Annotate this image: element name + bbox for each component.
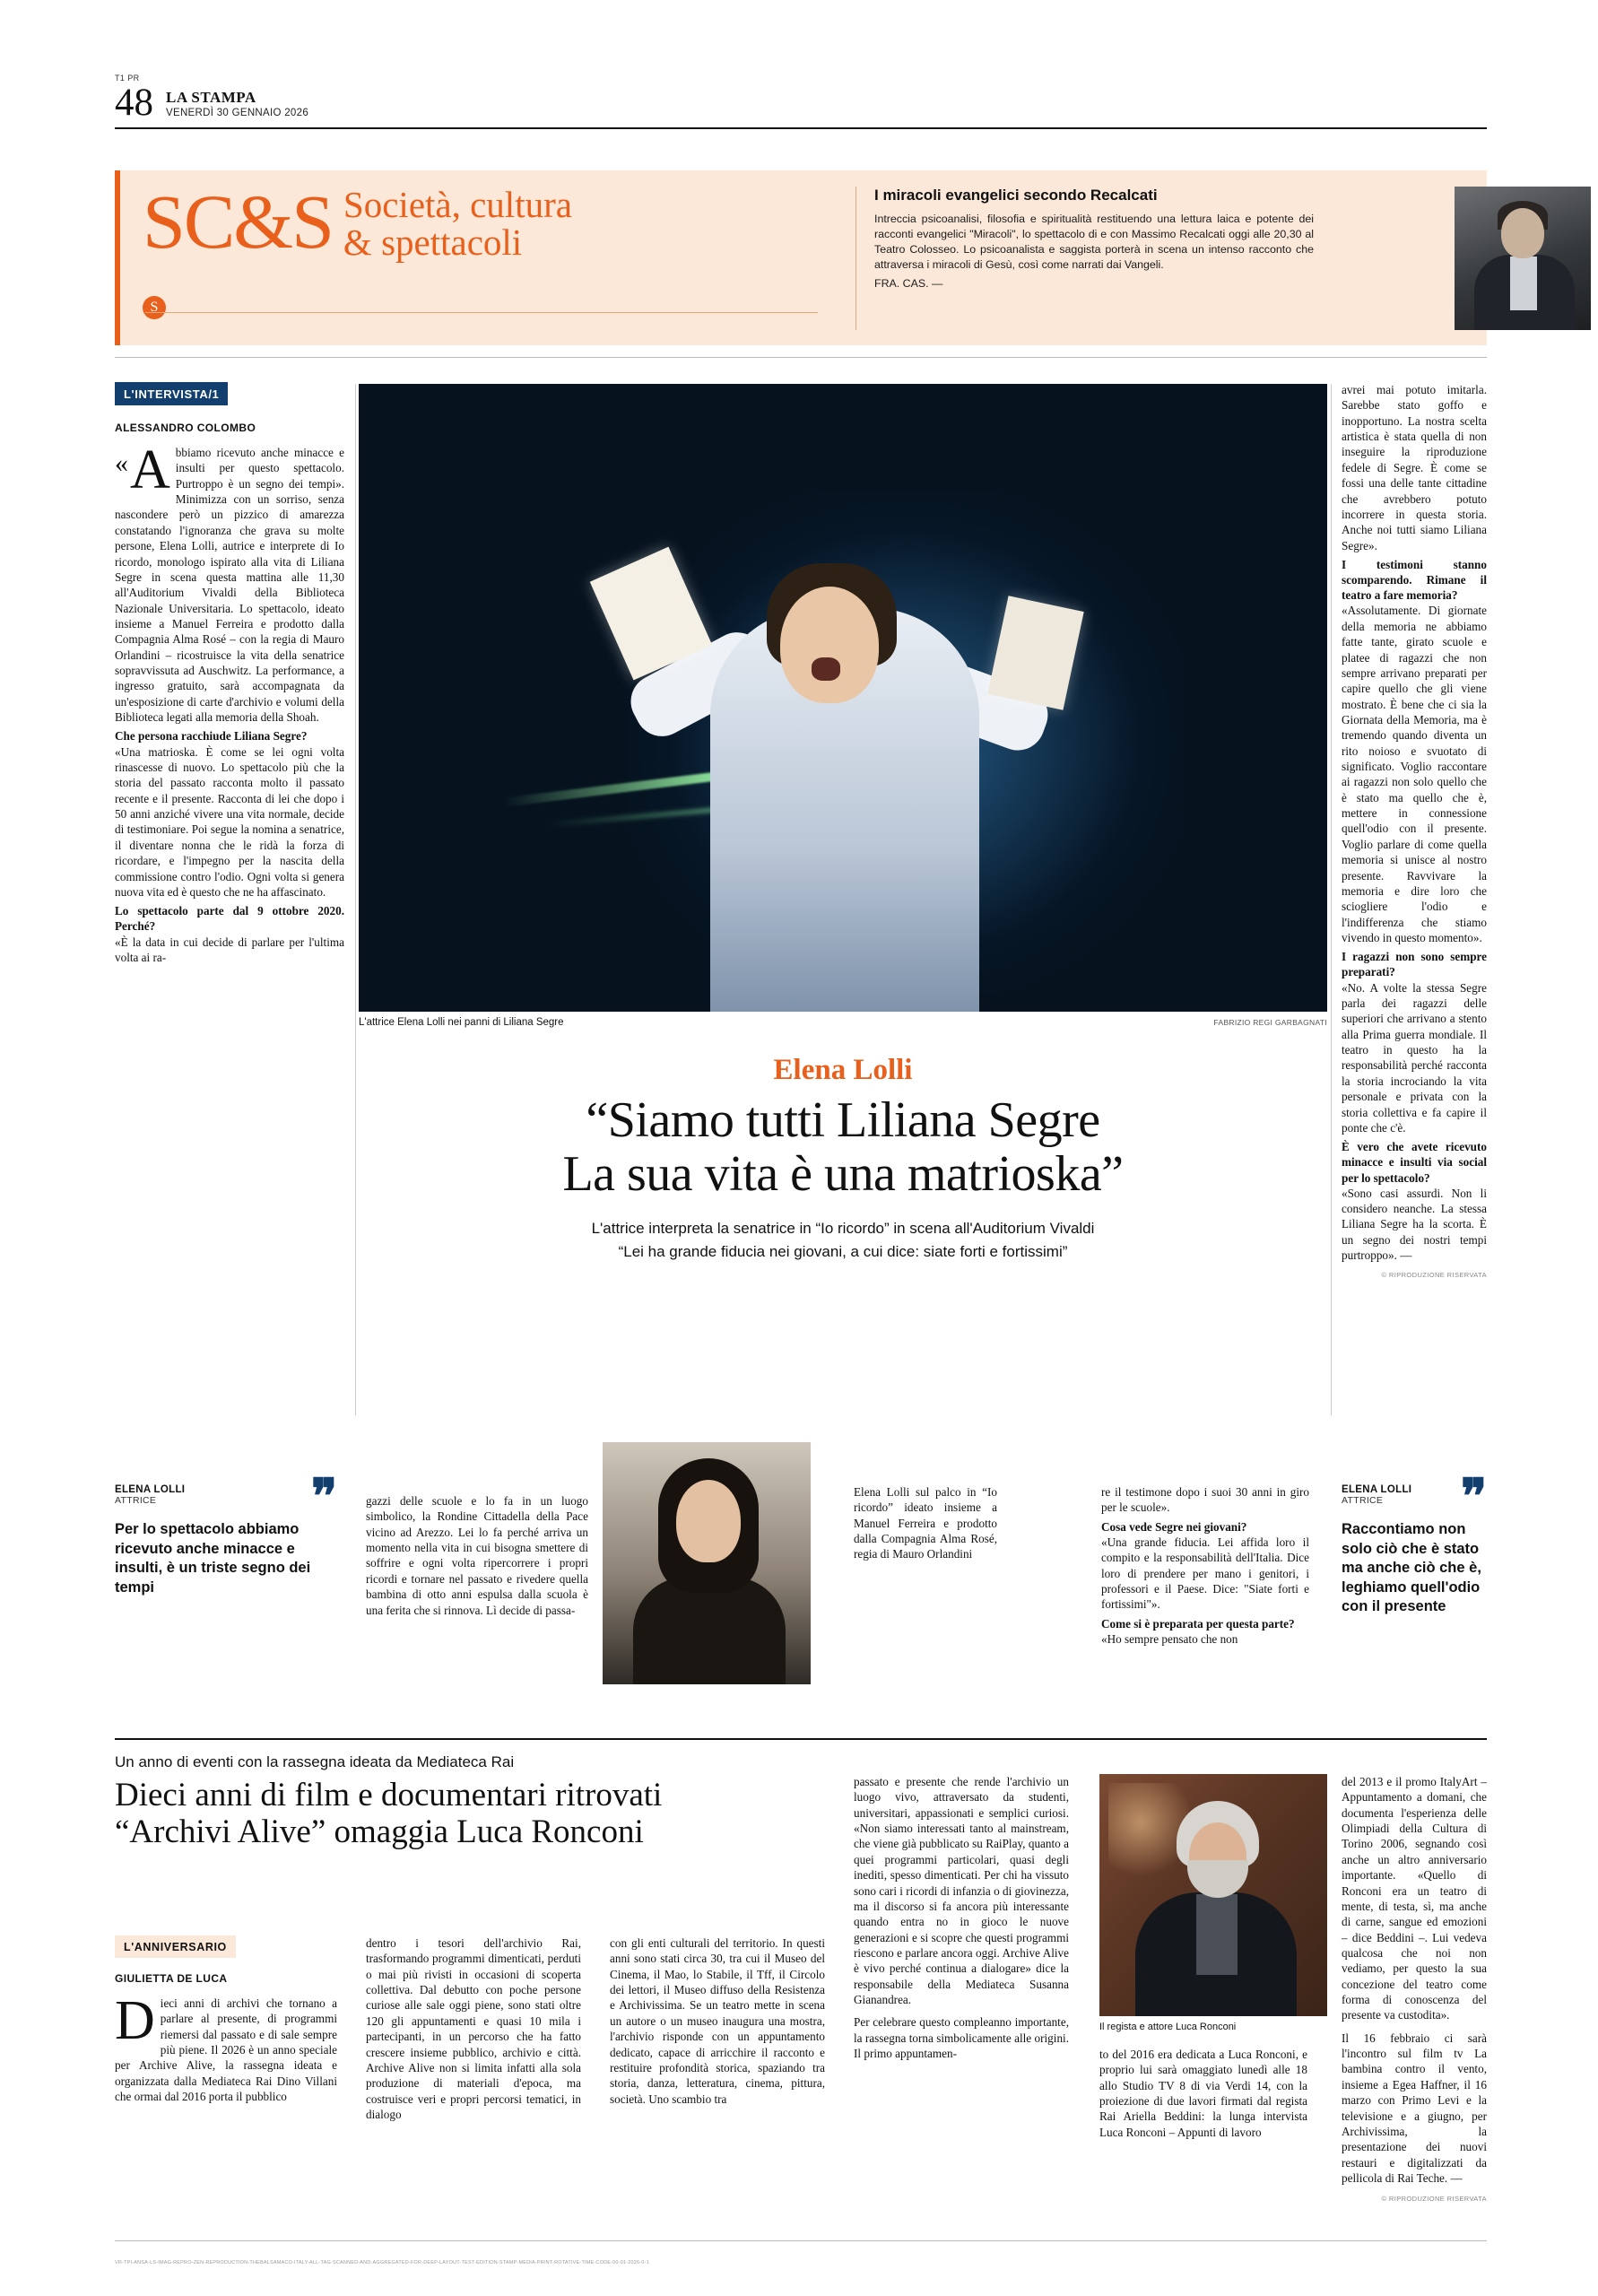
- bottom-story-dropcap: D: [115, 1990, 155, 2051]
- interview-col1-body: [115, 439, 344, 965]
- main-photo-credit: FABRIZIO REGI GARBAGNATI: [1213, 1018, 1327, 1027]
- headline-subhead-2: “Lei ha grande fiducia nei giovani, a cui dice: siate forti e fortissimi”: [618, 1242, 1068, 1260]
- interview-col-3-continuation: [1101, 1484, 1309, 1647]
- ronconi-photo-caption: Il regista e attore Luca Ronconi: [1099, 2022, 1237, 2032]
- pullquote-right-quote-icon: ❞: [1460, 1470, 1487, 1524]
- stage-portrait-caption: Elena Lolli sul palco in “Io ricordo” ideato insieme a Manuel Ferreira e prodotto dalla Compagnia Alma Rosé, regia di Mauro Orlandini: [854, 1485, 997, 1561]
- stampa-badge-icon: S: [143, 296, 166, 319]
- pullquote-left-quote-icon: ❞: [310, 1470, 337, 1524]
- pullquote-right: [1342, 1470, 1487, 1617]
- micro-top-line: T1 PR: [115, 74, 140, 83]
- interview-col4-a1: «Assolutamente. Di giornate della memoria ne abbiamo fatte tante, girato scuole e platee di ragazzi che non sempre arrivano preparati per capire quello che gli viene mostrato. È bene che ci sia la Giornata della Memoria, ma è tremendo quando diventa un rito noioso e svuotato di significato. Voglio raccontare ai ragazzi non solo quello che è stato ma quello che è, mettere in connessione quell'odio con il presente. Voglio parlare di come quella memoria si unisce al nostro presente. Ravvivare la memoria e dire loro che sciogliere l'odio e l'indifferenza che stiamo vivendo in questo momento».: [1342, 604, 1487, 944]
- banner-teaser-photo: [1455, 187, 1591, 330]
- pullquote-right-name: ELENA LOLLI: [1342, 1484, 1412, 1495]
- interview-q1: Che persona racchiude Liliana Segre?: [115, 729, 308, 744]
- stage-portrait-photo: [603, 1442, 811, 1684]
- bottom-story-col4-p2: Per celebrare questo compleanno importante, la rassegna torna simbolicamente alle origini. Il primo appuntamen-: [854, 2015, 1069, 2061]
- section-divider: [115, 1738, 1487, 1740]
- interview-q2: Lo spettacolo parte dal 9 ottobre 2020. Perché?: [115, 904, 344, 934]
- banner-teaser-title: I miracoli evangelici secondo Recalcati: [874, 187, 1158, 204]
- interview-col-4: [1342, 382, 1487, 1279]
- column-rule-1: [355, 384, 356, 1415]
- interview-col4-body: [1342, 382, 1487, 1279]
- main-photo-caption-row: [359, 1017, 1327, 1028]
- bottom-story-kicker: L'ANNIVERSARIO: [115, 1935, 236, 1958]
- interview-col4-q2: I ragazzi non sono sempre preparati?: [1342, 950, 1487, 979]
- section-logo: [143, 178, 572, 265]
- interview-col-2-continuation: [366, 1493, 588, 1618]
- headline-overline: Elena Lolli: [773, 1054, 913, 1086]
- headline-line-1: “Siamo tutti Liliana Segre: [586, 1092, 1100, 1148]
- bottom-story-col6-p1: del 2013 e il promo ItalyArt – Appuntamento a domani, che documenta l'esperienza delle Olimpiadi della Cultura di Torino 2006, segnando così anche un altro anniversario importante. «Quello di Ronconi era un teatro di mente, di testa, sì, ma anche di carne, sangue ed emozioni – dice Beddini –. Lui vedeva qualcosa che noi non vediamo, per questo la sua concezione del teatro come forma di conoscenza del presente va custodita».: [1342, 1775, 1487, 2022]
- interview-q4: Come si è preparata per questa parte?: [1101, 1616, 1295, 1631]
- pullquote-left: [115, 1470, 337, 1597]
- masthead-titles: [166, 89, 308, 122]
- bottom-story-col1-body: [115, 1990, 337, 2105]
- banner-divider: [145, 312, 818, 313]
- section-logo-subtitle: [333, 183, 572, 262]
- bottom-story-col4-p1: passato e presente che rende l'archivio un luogo vivo, attraversato da studenti, universitari, appassionati e semplici curiosi. «Non siamo interessati tanto al mainstream, che viene già pubblicato su RaiPlay, quanto a quei programmi particolari, quasi degli inediti, spesso dimenticati. Per chi ha vissuto sono cari i ricordi di infanzia o di giovinezza, ma il discorso si fa ancora più interessante quando entra no in gioco le nuove generazioni e si scopre che questi programmi riescono e parlare ancora oggi. Archive Alive è vivo perché continua a dialogare» dice la responsabile della Mediateca Susanna Gianandrea.: [854, 1775, 1069, 2007]
- bottom-story-col-4: [854, 1774, 1069, 2061]
- main-photo: [359, 384, 1327, 1012]
- interview-col3-p1: re il testimone dopo i suoi 30 anni in giro per le scuole».: [1101, 1485, 1309, 1515]
- section-banner: [115, 170, 1487, 345]
- interview-kicker: L'INTERVISTA/1: [115, 382, 228, 405]
- interview-byline: ALESSANDRO COLOMBO: [115, 422, 256, 434]
- interview-a3: «Una grande fiducia. Lei affida loro il compito e la responsabilità dell'Italia. Dice loro di prendere per mano i genitori, i professori e il Paese. Dice: "Siate forti e fortissimi"».: [1101, 1535, 1309, 1612]
- banner-teaser-credit: FRA. CAS. —: [874, 277, 943, 291]
- interview-a2: «È la data in cui decide di parlare per l'ultima volta ai ra-: [115, 935, 344, 964]
- dropcap: A: [130, 439, 170, 500]
- bottom-story-col-2: dentro i tesori dell'archivio Rai, trasformando programmi dimenticati, perduti o mai più rivisti in occasioni di scoperta collettiva. Dal debutto con poche persone curiose alle sale oggi piene, sono stati oltre 120 gli appuntamenti e quasi 10 mila i partecipanti, in un percorso che ha fatto crescere insieme pubblico, archivio e città. Archive Alive non si limita infatti alla sola produzione di materiali d'epoca, ma costruisce veri e propri percorsi tematici, in dialogo: [366, 1936, 581, 2121]
- bottom-story-headline-1: Dieci anni di film e documentari ritrovati: [115, 1777, 663, 1813]
- bottom-story-copyright: © RIPRODUZIONE RISERVATA: [1381, 2195, 1487, 2204]
- interview-q3: Cosa vede Segre nei giovani?: [1101, 1519, 1247, 1534]
- open-quote-mark: «: [115, 448, 128, 478]
- bottom-story-byline: GIULIETTA DE LUCA: [115, 1972, 228, 1985]
- headline-subhead-1: L'attrice interpreta la senatrice in “Io ricordo” in scena all'Auditorium Vivaldi: [591, 1219, 1095, 1237]
- bottom-story-col-6: [1342, 1774, 1487, 2203]
- interview-col2-body: gazzi delle scuole e lo fa in un luogo simbolico, la Rondine Cittadella della Pace vicino ad Arezzo. Lei lo fa perché arriva un momento nella vita in cui bisogna smettere di soffrire e ogni volta ripercorrere i propri ricordi e tornare nel passato e rivedere quella bambina di otto anni espulsa dalla scuola è una ferita che si rinnova. Lì decide di passa-: [366, 1494, 588, 1617]
- bottom-story-col-5: to del 2016 era dedicata a Luca Ronconi, e proprio lui sarà omaggiato lunedì alle 18 allo Studio TV 8 di via Verdi 14, con la proiezione di due lavori firmati dal regista Rai Ariella Beddini: la lunga intervista Luca Ronconi – Appunti di lavoro: [1099, 2048, 1307, 2139]
- footer-technical-strip: VR-TPI-ANSA-LS-IMAG-REPRO-ZEN-REPRODUCTION-THEBALSAMACO-ITALY-ALL-TAG-SCANNED-AND-AGGREGATED-FOR-DEEP-LAYOUT-TEST-EDITION-STAMP-MEDIA-PRINT-ROTATIVE-TIME-CODE-00-01-2026-0-1: [115, 2260, 649, 2266]
- banner-teaser-text: Intreccia psicoanalisi, filosofia e spiritualità restituendo una lettura laica e potente dei racconti evangelici "Miracoli", lo spettacolo di e con Massimo Recalcati oggi alle 20,30 al Teatro Colosseo. Lo psicoanalista e saggista porterà in scena un intenso racconto che attraversa i miracoli di Gesù, così come narrati dai Vangeli.: [874, 213, 1314, 272]
- interview-a1: «Una matrioska. È come se lei ogni volta rinascesse di nuovo. Lo spettacolo più che la storia del passato racconta molto il passato recente e il presente. Racconta di lei che dopo i 50 anni anziché vivere una vita normale, decide di testimoniare. Poi segue la nomina a senatrice, il diventare nonna che le ridà la forza di ricordare, e l'impegno per la nascita della commissione contro l'odio. Ogni volta si genera nuova vita ed è questo che ne ha affascinato.: [115, 744, 344, 899]
- interview-col4-q3: È vero che avete ricevuto minacce e insulti via social per lo spettacolo?: [1342, 1140, 1487, 1185]
- interview-col4-q1: I testimoni stanno scomparendo. Rimane il teatro a fare memoria?: [1342, 557, 1487, 603]
- interview-col4-a3: «Sono casi assurdi. Non li considero neanche. La stessa Liliana Segre ha la scorta. È un segno dei nostri tempi purtroppo». —: [1342, 1186, 1487, 1263]
- bottom-story-header: [115, 1753, 823, 1851]
- interview-col4-a2: «No. A volte la stessa Segre parla dei ragazzi delle superiori che arrivano a stento alla Prima guerra mondiale. Il teatro in questo ha la responsabilità perché racconta la storia incrociando la vita personale e privata con la storia collettiva e fa capire il ponte che c'è.: [1342, 980, 1487, 1135]
- interview-col4-p1: avrei mai potuto imitarla. Sarebbe stato goffo e inopportuno. La nostra scelta artistica è stata quella di non inseguire la riproduzione fedele di Segre. È come se fossi una delle tante cittadine che avrebbero potuto incorrere in questa storia. Anche noi tutti siamo Liliana Segre».: [1342, 383, 1487, 552]
- pullquote-left-role: ATTRICE: [115, 1495, 157, 1506]
- interview-copyright: © RIPRODUZIONE RISERVATA: [1381, 1270, 1487, 1279]
- bottom-story-col-3: con gli enti culturali del territorio. In questi anni sono stati circa 30, tra cui il Museo del Cinema, il Mao, lo Stabile, il Tff, il Circolo dei lettori, il Museo diffuso della Resistenza e Archivissima. Se un teatro mette in scena un autore o un museo inaugura una mostra, l'archivio risponde con un appuntamento dedicato, capace di arricchire il racconto e restituire profondità storica, spaziando tra storia, danza, letteratura, cinema, pittura, società. Uno scambio tra: [610, 1936, 825, 2106]
- page-folio: 48: [115, 82, 153, 124]
- headline-line-2: La sua vita è una matrioska”: [562, 1145, 1124, 1202]
- interview-col3-body: [1101, 1484, 1309, 1647]
- pullquote-left-name: ELENA LOLLI: [115, 1484, 186, 1495]
- page-bottom-rule: [115, 2240, 1487, 2241]
- bottom-story-col6-p2: Il 16 febbraio ci sarà l'incontro sul film tv La bambina contro il vento, insieme a Egea Haffner, il 16 marzo con Primo Levi e la televisione e a giugno, per Archivissima, la presentazione dei nuovi restauri e digitalizzati da pellicola di Rai Teche. —: [1342, 2031, 1487, 2185]
- pullquote-right-role: ATTRICE: [1342, 1495, 1384, 1506]
- paper-name: LA STAMPA: [166, 88, 256, 106]
- bottom-story-col-1: [115, 1935, 337, 2105]
- pullquote-left-text: Per lo spettacolo abbiamo ricevuto anche minacce e insulti, è un triste segno dei tempi: [115, 1521, 311, 1596]
- bottom-story-overline: Un anno di eventi con la rassegna ideata da Mediateca Rai: [115, 1753, 515, 1770]
- main-photo-caption: L'attrice Elena Lolli nei panni di Liliana Segre: [359, 1017, 564, 1028]
- section-logo-subtitle-line1: Società, cultura: [343, 184, 572, 225]
- banner-teaser[interactable]: [855, 187, 1598, 330]
- interview-col-1: [115, 382, 344, 965]
- bottom-story-col1-p1: ieci anni di archivi che tornano a parlare al presente, di programmi riemersi dal passato e di sale sempre più piene. Il 2026 è un anno speciale per Archive Alive, la rassegna ideata e organizzata dalla Mediateca Rai Dino Villani che ormai dal 2016 porta il pubblico: [115, 1996, 337, 2104]
- banner-bottom-rule: [115, 357, 1487, 358]
- ronconi-photo: [1099, 1774, 1327, 2016]
- bottom-story-headline-2: “Archivi Alive” omaggia Luca Ronconi: [115, 1813, 644, 1851]
- pullquote-right-text: Raccontiamo non solo ciò che è stato ma anche ciò che è, leghiamo quell'odio con il presente: [1342, 1521, 1481, 1615]
- masthead: [115, 82, 1487, 129]
- headline-block: [359, 1054, 1327, 1263]
- section-logo-mark: SC&S: [143, 178, 333, 265]
- paper-date: VENERDÌ 30 GENNAIO 2026: [166, 107, 309, 118]
- interview-col1-p1: bbiamo ricevuto anche minacce e insulti per questo spettacolo. Purtroppo è un segno dei tempi». Minimizza con un sorriso, senza nascondere però un pizzico di amarezza constatando l'ignoranza che grava su molte persone, Elena Lolli, autrice e interprete di Io ricordo, monologo ispirato alla vita di Liliana Segre in scena questa mattina alle 11,30 all'Auditorium Vivaldi della Biblioteca Nazionale Universitaria. Lo spettacolo, ideato insieme a Manuel Ferreira e prodotto dalla Compagnia Alma Rosé – con la regia di Mauro Orlandini – ricostruisce la vita della senatrice sopravvissuta ad Auschwitz. La performance, a ingresso gratuito, sarà accompagnata da un'esposizione di carte d'archivio e volumi della Biblioteca legati alla memoria della Shoah.: [115, 446, 344, 725]
- section-logo-subtitle-line2: & spettacoli: [343, 221, 523, 263]
- column-rule-2: [1331, 384, 1332, 1415]
- interview-a4: «Ho sempre pensato che non: [1101, 1631, 1238, 1646]
